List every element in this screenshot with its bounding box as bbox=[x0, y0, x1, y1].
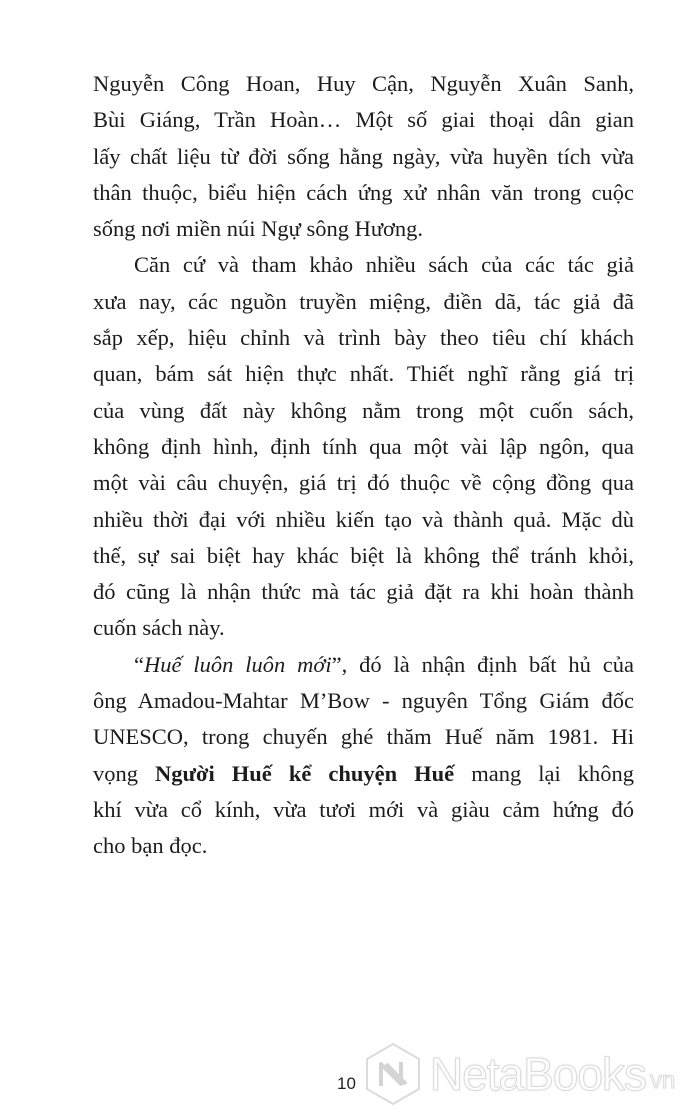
italic-quote: Huế luôn luôn mới bbox=[144, 651, 332, 677]
text-line bbox=[93, 538, 634, 574]
text-segment: cho bạn đọc. bbox=[93, 833, 208, 859]
text-segment: của vùng đất này không nằm trong một cuốn sách, bbox=[93, 397, 634, 423]
text-segment: sắp xếp, hiệu chỉnh và trình bày theo tiêu chí khách bbox=[93, 325, 634, 351]
text-segment: “ bbox=[134, 651, 144, 677]
text-line bbox=[93, 356, 634, 392]
text-line bbox=[93, 465, 634, 501]
text-line bbox=[93, 502, 634, 538]
text-segment: quan, bám sát hiện thực nhất. Thiết nghĩ rằng giá trị bbox=[93, 361, 634, 387]
paragraph bbox=[93, 66, 634, 247]
text-segment: Bùi Giáng, Trần Hoàn… Một số giai thoại dân gian bbox=[93, 107, 634, 133]
watermark-logo bbox=[364, 1042, 675, 1106]
text-line bbox=[93, 756, 634, 792]
watermark-suffix: vn bbox=[650, 1067, 676, 1094]
page-number: 10 bbox=[337, 1074, 356, 1093]
text-segment: vọng bbox=[93, 760, 156, 786]
text-line bbox=[93, 828, 634, 864]
book-title: Người Huế kể chuyện Huế bbox=[155, 760, 455, 786]
text-segment: một vài câu chuyện, giá trị đó thuộc về cộng đồng qua bbox=[93, 470, 634, 496]
text-segment: cuốn sách này. bbox=[93, 615, 225, 641]
text-line bbox=[93, 574, 634, 610]
text-segment: thế, sự sai biệt hay khác biệt là không thể tránh khỏi, bbox=[93, 542, 634, 568]
text-segment: khí vừa cổ kính, vừa tươi mới và giàu cảm hứng đó bbox=[93, 796, 634, 822]
text-line bbox=[93, 284, 634, 320]
netabooks-hexagon-icon bbox=[364, 1042, 422, 1106]
text-line bbox=[93, 647, 634, 683]
text-line bbox=[93, 175, 634, 211]
text-line bbox=[93, 683, 634, 719]
text-line bbox=[93, 393, 634, 429]
text-segment: Căn cứ và tham khảo nhiều sách của các tác giả bbox=[134, 252, 634, 278]
text-line bbox=[93, 211, 634, 247]
text-segment: xưa nay, các nguồn truyền miệng, điền dã, tác giả đã bbox=[93, 288, 634, 314]
text-segment: lấy chất liệu từ đời sống hằng ngày, vừa huyền tích vừa bbox=[93, 143, 634, 169]
text-line bbox=[93, 719, 634, 755]
text-segment: không định hình, định tính qua một vài lập ngôn, qua bbox=[93, 433, 634, 459]
text-segment: thân thuộc, biểu hiện cách ứng xử nhân văn trong cuộc bbox=[93, 179, 634, 205]
text-line bbox=[93, 610, 634, 646]
text-segment: sống nơi miền núi Ngự sông Hương. bbox=[93, 216, 424, 242]
text-segment: Nguyễn Công Hoan, Huy Cận, Nguyễn Xuân Sanh, bbox=[93, 71, 634, 96]
text-segment: mang lại không bbox=[454, 760, 635, 786]
text-segment: nhiều thời đại với nhiều kiến tạo và thành quả. Mặc dù bbox=[93, 506, 634, 532]
text-line bbox=[93, 139, 634, 175]
text-line bbox=[93, 320, 634, 356]
text-line bbox=[93, 66, 634, 102]
text-line bbox=[93, 429, 634, 465]
text-segment: ông Amadou-Mahtar M’Bow - nguyên Tổng Giám đốc bbox=[93, 688, 634, 714]
text-line bbox=[93, 792, 634, 828]
text-segment: đó cũng là nhận thức mà tác giả đặt ra khi hoàn thành bbox=[93, 579, 634, 605]
watermark-brand: NetaBooks bbox=[430, 1048, 647, 1100]
text-line bbox=[93, 102, 634, 138]
body-text bbox=[93, 66, 634, 865]
text-segment: ”, đó là nhận định bất hủ của bbox=[331, 651, 634, 677]
text-line bbox=[93, 247, 634, 283]
paragraph bbox=[93, 647, 634, 865]
text-segment: UNESCO, trong chuyến ghé thăm Huế năm 1981. Hi bbox=[93, 724, 634, 750]
paragraph bbox=[93, 247, 634, 646]
